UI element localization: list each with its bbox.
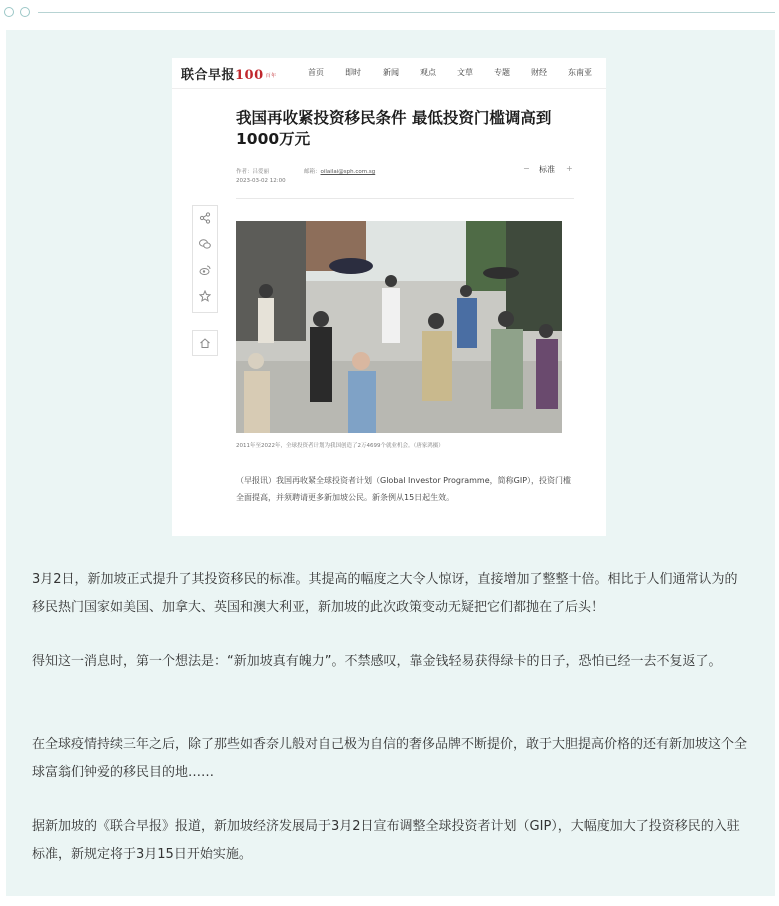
divider bbox=[236, 198, 574, 199]
author-meta bbox=[236, 167, 269, 175]
star-icon[interactable] bbox=[199, 290, 211, 302]
deco-circle bbox=[20, 7, 30, 17]
nav-item[interactable]: 即时 bbox=[345, 68, 361, 77]
photo-caption: 2011年至2022年，全球投资者计划为我国创造了2万4699个就业机会。（唐家鸿摄） bbox=[236, 443, 444, 449]
author-label: 作者： bbox=[236, 169, 253, 175]
body-paragraph: 据新加坡的《联合早报》报道，新加坡经济发展局于3月2日宣布调整全球投资者计划（GIP），大幅度加大了投资移民的入驻标准，新规定将于3月15日开始实施。 bbox=[32, 819, 740, 862]
article-lead: （早报讯）我国再收紧全球投资者计划（Global Investor Programme，简称GIP），投资门槛全面提高，并须聘请更多新加坡公民。新条例从15日起生效。 bbox=[236, 476, 572, 502]
article-title: 我国再收紧投资移民条件 最低投资门槛调高到1000万元 bbox=[236, 109, 552, 148]
wechat-icon[interactable] bbox=[199, 238, 211, 250]
deco-line bbox=[38, 12, 775, 13]
logo-text: 联合早报 bbox=[181, 68, 236, 83]
font-decrease-button[interactable]: − bbox=[523, 164, 530, 173]
body-paragraph: 3月2日，新加坡正式提升了其投资移民的标准。其提高的幅度之大令人惊讶，直接增加了整整十倍。相比于人们通常认为的移民热门国家如美国、加拿大、英国和澳大利亚，新加坡的此次政策变动无疑把它们都抛在了后头！ bbox=[32, 572, 738, 615]
author-name: 吕爱丽 bbox=[252, 169, 270, 175]
article-screenshot bbox=[172, 58, 606, 536]
email-label: 邮箱： bbox=[304, 169, 321, 175]
logo-badge-sub: 百年 bbox=[265, 73, 277, 79]
home-icon[interactable] bbox=[192, 330, 218, 356]
nav-item[interactable]: 东南亚 bbox=[568, 68, 592, 77]
nav-item[interactable]: 文草 bbox=[457, 68, 473, 77]
share-icon[interactable] bbox=[199, 212, 211, 224]
publish-date: 2023-03-02 12:00 bbox=[236, 178, 286, 184]
font-increase-button[interactable]: + bbox=[566, 164, 573, 173]
nav-item[interactable]: 专题 bbox=[494, 68, 510, 77]
logo-badge: 100 bbox=[235, 68, 264, 83]
font-size-label: 标准 bbox=[539, 165, 555, 174]
share-toolbar bbox=[192, 205, 218, 313]
email-meta bbox=[304, 167, 375, 175]
top-decoration bbox=[0, 0, 779, 24]
weibo-icon[interactable] bbox=[199, 264, 211, 276]
body-paragraph: 在全球疫情持续三年之后，除了那些如香奈儿般对自己极为自信的奢侈品牌不断提价，敢于大胆提高价格的还有新加坡这个全球富翁们钟爱的移民目的地…… bbox=[32, 737, 748, 780]
street-crowd-photo bbox=[236, 221, 562, 433]
body-paragraph: 得知这一消息时，第一个想法是：“新加坡真有魄力”。不禁感叹，靠金钱轻易获得绿卡的日子，恐怕已经一去不复返了。 bbox=[32, 654, 722, 669]
nav-item[interactable]: 新闻 bbox=[383, 68, 399, 77]
news-site-nav bbox=[172, 58, 606, 89]
author-email-link[interactable]: oilailai@sph.com.sg bbox=[320, 169, 376, 175]
nav-item[interactable]: 观点 bbox=[420, 68, 436, 77]
nav-item[interactable]: 财经 bbox=[531, 68, 547, 77]
deco-circle bbox=[4, 7, 14, 17]
site-logo[interactable] bbox=[181, 64, 277, 83]
nav-item[interactable]: 首页 bbox=[308, 68, 324, 77]
